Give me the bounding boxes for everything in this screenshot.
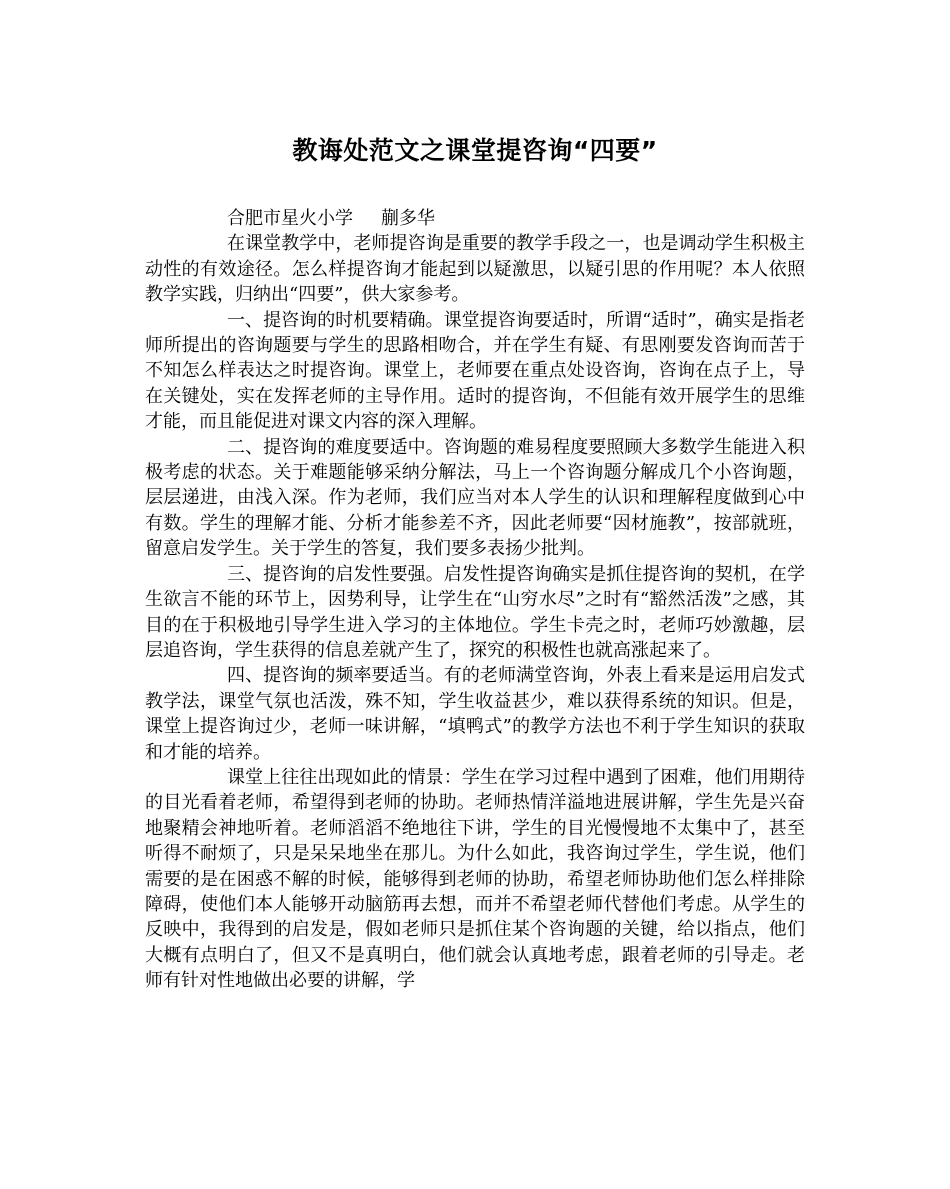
author-school: 合肥市星火小学 (227, 208, 353, 229)
author-name: 蒯多华 (381, 208, 435, 229)
paragraph-point-4: 四、提咨询的频率要适当。有的老师满堂咨询，外表上看来是运用启发式教学法，课堂气氛也活泼，殊不知，学生收益甚少，难以获得系统的知识。但是，课堂上提咨询过少，老师一味讲解，“填鸭式”的教学方法也不利于学生知识的获取和才能的培养。 (145, 665, 805, 763)
paragraph-point-2: 二、提咨询的难度要适中。咨询题的难易程度要照顾大多数学生能进入积极考虑的状态。关于难题能够采纳分解法，马上一个咨询题分解成几个小咨询题，层层递进，由浅入深。作为老师，我们应当对本人学生的认识和理解程度做到心中有数。学生的理解才能、分析才能参差不齐，因此老师要“因材施教”，按部就班，留意启发学生。关于学生的答复，我们要多表扬少批判。 (145, 436, 805, 560)
document-body (145, 206, 805, 994)
paragraph-classroom-scene: 课堂上往往出现如此的情景：学生在学习过程中遇到了困难，他们用期待的目光看着老师，希望得到老师的协助。老师热情洋溢地进展讲解，学生先是兴奋地聚精会神地听着。老师滔滔不绝地往下讲，学生的目光慢慢地不太集中了，甚至听得不耐烦了，只是呆呆地坐在那儿。为什么如此，我咨询过学生，学生说，他们需要的是在困惑不解的时候，能够得到老师的协助，希望老师协助他们怎么样排除障碍，使他们本人能够开动脑筋再去想，而并不希望老师代替他们考虑。从学生的反映中，我得到的启发是，假如老师只是抓住某个咨询题的关键，给以指点，他们大概有点明白了，但又不是真明白，他们就会认真地考虑，跟着老师的引导走。老师有针对性地做出必要的讲解，学 (145, 766, 805, 992)
author-byline (145, 206, 805, 231)
paragraph-point-1: 一、提咨询的时机要精确。课堂提咨询要适时，所谓“适时”，确实是指老师所提出的咨询题要与学生的思路相吻合，并在学生有疑、有思刚要发咨询而苦于不知怎么样表达之时提咨询。课堂上，老师要在重点处设咨询，咨询在点子上，导在关键处，实在发挥老师的主导作用。适时的提咨询，不但能有效开展学生的思维才能，而且能促进对课文内容的深入理解。 (145, 309, 805, 433)
document-title: 教诲处范文之课堂提咨询“四要” (292, 136, 658, 165)
paragraph-intro: 在课堂教学中，老师提咨询是重要的教学手段之一，也是调动学生积极主动性的有效途径。怎么样提咨询才能起到以疑激思，以疑引思的作用呢？本人依照教学实践，归纳出“四要”，供大家参考。 (145, 233, 805, 306)
paragraph-point-3: 三、提咨询的启发性要强。启发性提咨询确实是抓住提咨询的契机，在学生欲言不能的环节上，因势利导，让学生在“山穷水尽”之时有“豁然活泼”之感，其目的在于积极地引导学生进入学习的主体地位。学生卡壳之时，老师巧妙激趣，层层追咨询，学生获得的信息差就产生了，探究的积极性也就高涨起来了。 (145, 563, 805, 661)
